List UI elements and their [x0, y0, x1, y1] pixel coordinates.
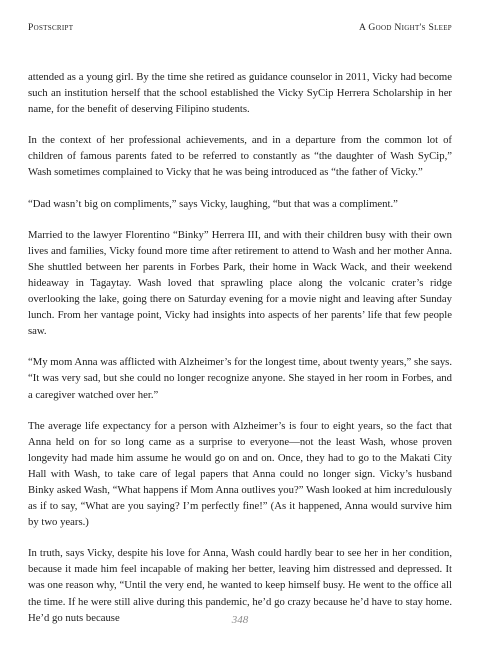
paragraph: Married to the lawyer Florentino “Binky” Herrera III, and with their children busy with their own lives and families, Vicky found more time after retirement to attend to Wash and her mother Anna. She shuttled between her parents in Forbes Park, their home in Wack Wack, and their weekend hideaway in Tagaytay. Wash loved that sprawling place along the volcanic crater’s ridge overlooking the lake, going there on Saturday evening for a movie night and leaving after Sunday lunch. From her vantage point, Vicky had insights into aspects of her parents’ life that few people saw. — [28, 228, 452, 338]
body-text — [28, 69, 452, 626]
running-head-title: A Good Night's Sleep — [358, 22, 452, 33]
paragraph: In the context of her professional achievements, and in a departure from the common lot of children of famous parents fated to be referred to constantly as “the daughter of Wash SyCip,” Wash sometimes complained to Vicky that he was being introduced as “the father of Vicky.” — [28, 134, 452, 179]
paragraph: The average life expectancy for a person with Alzheimer’s is four to eight years, so the fact that Anna held on for so long came as a surprise to everyone—not the least Wash, whose proven longevity had made him assume he would go on and on. Once, they had to go to the Makati City Hall with Wash, to take care of legal papers that Anna could no longer sign. Vicky’s husband Binky asked Wash, “What happens if Mom Anna outlives you?” Wash looked at him incredulously as if to say, “What are you saying? I’m perfectly fine!” (As it happened, Anna would survive him by two years.) — [28, 419, 452, 529]
page-number: 348 — [231, 614, 249, 626]
paragraph: “My mom Anna was afflicted with Alzheimer’s for the longest time, about twenty years,” she says. “It was very sad, but she could no longer recognize anyone. She stayed in her room in Forbes, and a caregiver watched over her.” — [28, 356, 452, 401]
running-head-section: Postscript — [28, 22, 74, 33]
paragraph: In truth, says Vicky, despite his love for Anna, Wash could hardly bear to see her in her condition, because it made him feel incapable of making her better, leaving him distressed and depressed. It was one reason why, “Until the very end, he wanted to keep himself busy. He went to the office all the time. If he were still alive during this pandemic, he’d go crazy because he’d have to stay home. He’d go nuts because — [28, 547, 452, 624]
paragraph: attended as a young girl. By the time she retired as guidance counselor in 2011, Vicky had become such an institution herself that the school established the Vicky SyCip Herrera Scholarship in her name, for the benefit of deserving Filipino students. — [28, 71, 452, 116]
running-head — [28, 22, 452, 33]
paragraph: “Dad wasn’t big on compliments,” says Vicky, laughing, “but that was a compliment.” — [28, 197, 398, 210]
